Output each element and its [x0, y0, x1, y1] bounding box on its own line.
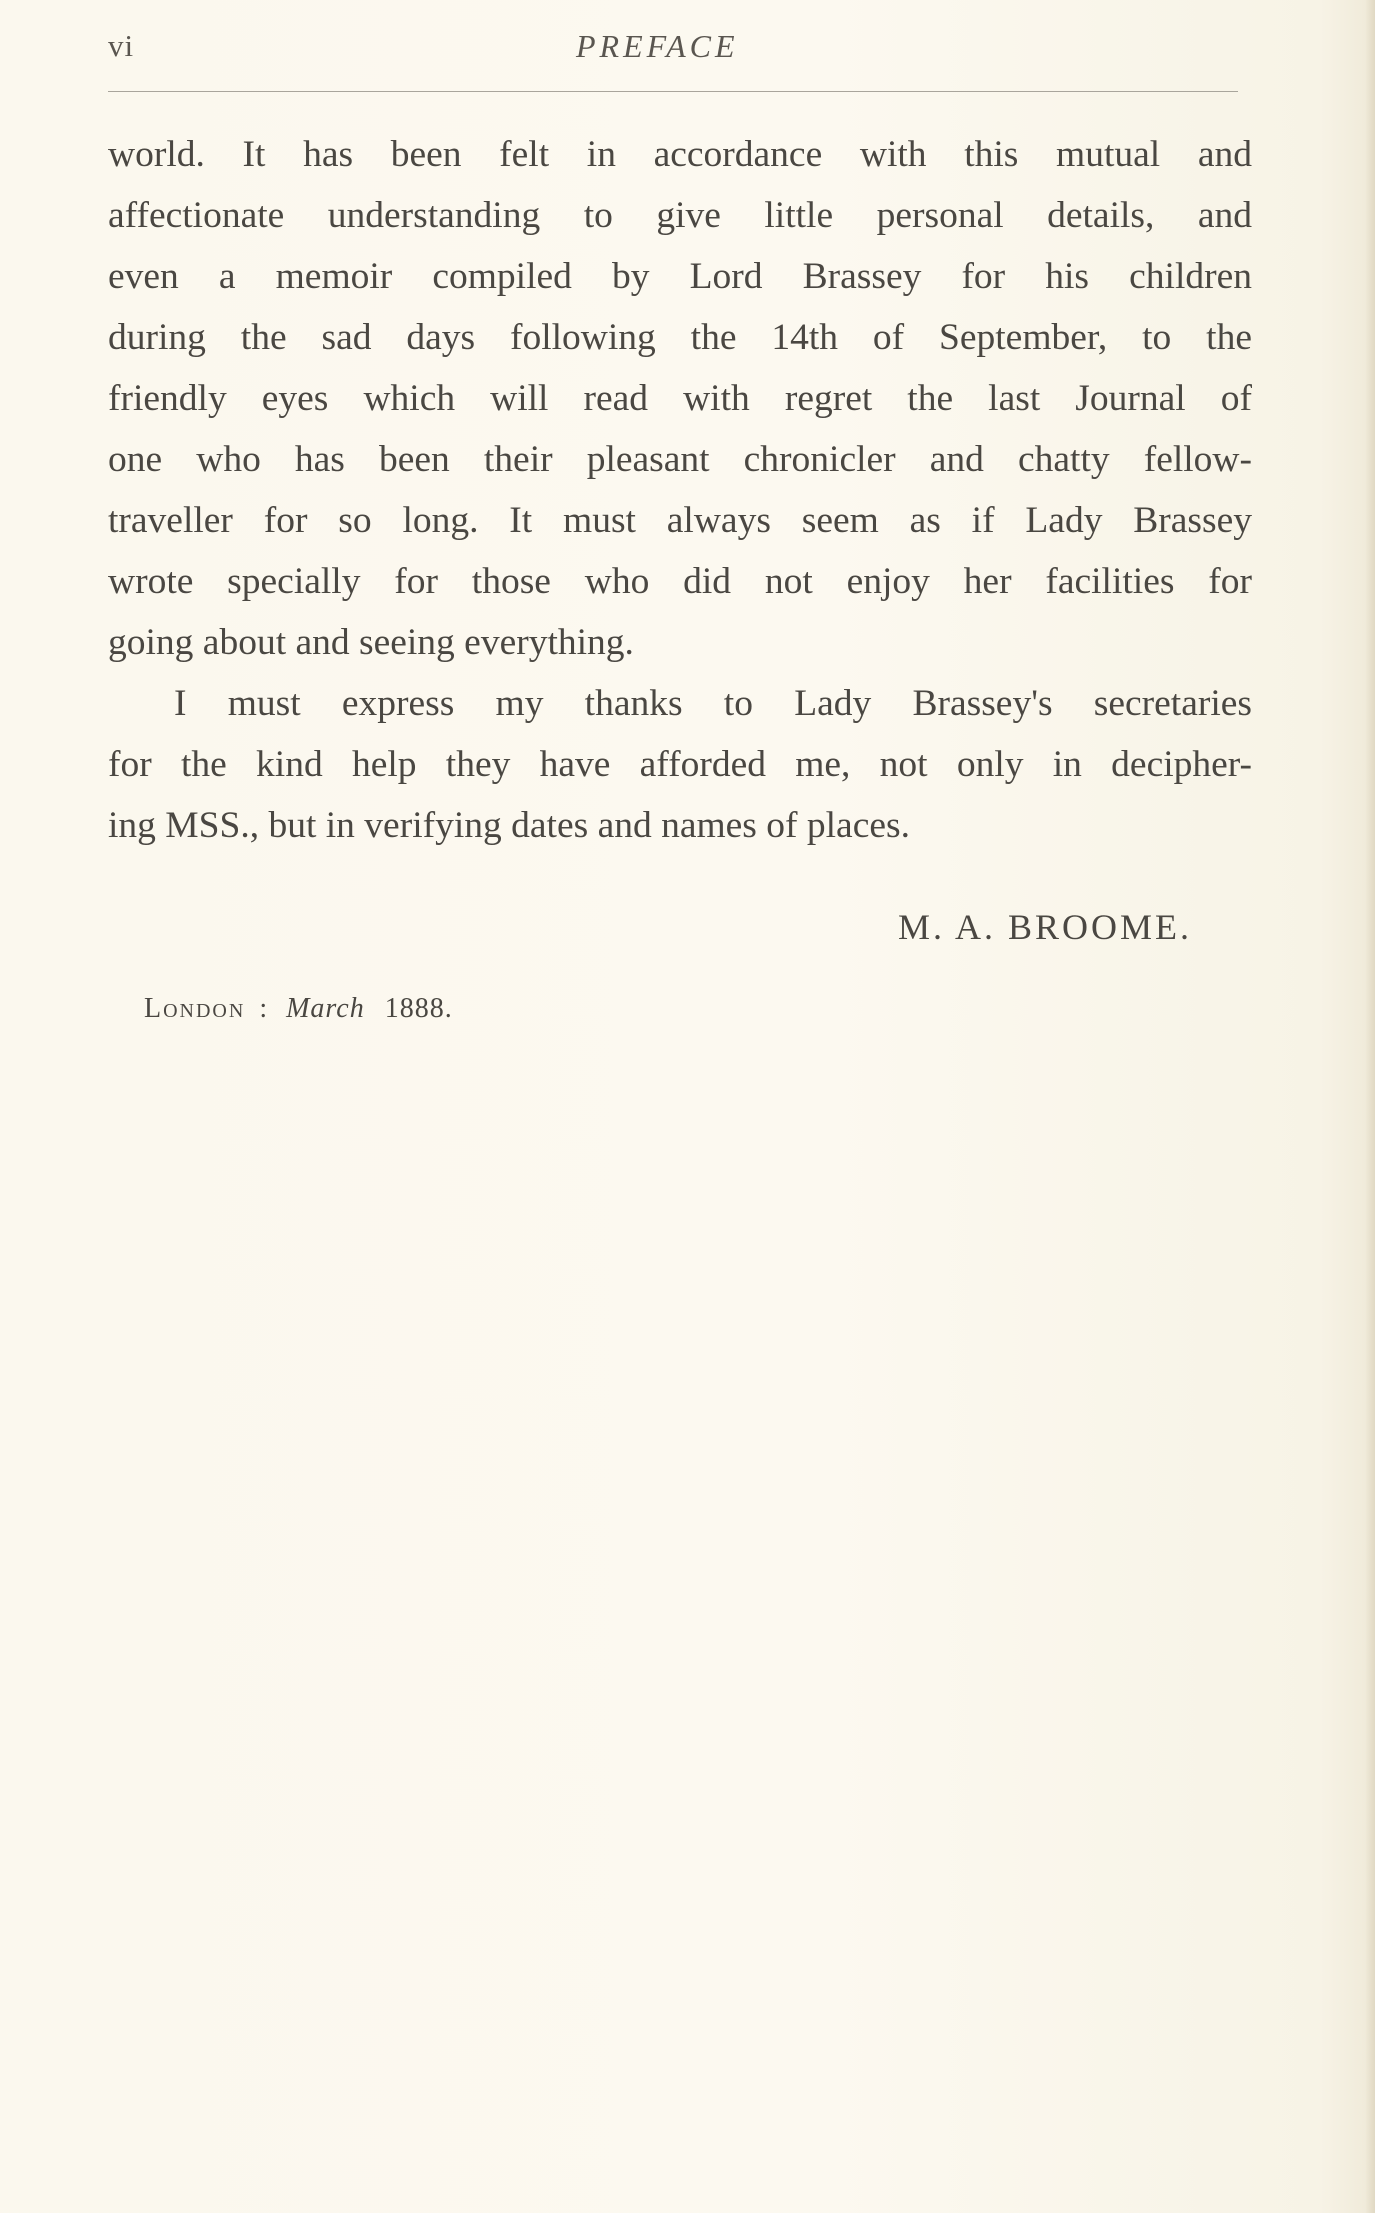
text-line: affectionate understanding to give little personal details, and: [108, 195, 1252, 236]
page-header: [108, 28, 1238, 68]
text-line: I must express my thanks to Lady Brassey's secretaries: [174, 683, 1252, 724]
running-head: PREFACE: [576, 28, 739, 64]
text-line: ing MSS., but in verifying dates and names of places.: [108, 805, 910, 846]
text-line: for the kind help they have afforded me, not only in decipher-: [108, 744, 1252, 785]
text-line: one who has been their pleasant chronicler and chatty fellow-: [108, 439, 1252, 480]
text-line: going about and seeing everything.: [108, 622, 634, 663]
page-number: vi: [108, 28, 135, 63]
header-rule: [108, 91, 1238, 92]
dateline-month: March: [286, 993, 365, 1024]
text-line: world. It has been felt in accordance with this mutual and: [108, 134, 1252, 175]
author-signature: M. A. BROOME.: [898, 907, 1193, 947]
dateline-city: London: [144, 993, 246, 1024]
dateline-separator: :: [259, 993, 269, 1024]
text-line: wrote specially for those who did not enjoy her facilities for: [108, 561, 1252, 602]
text-line: during the sad days following the 14th of September, to the: [108, 317, 1252, 358]
dateline-year: 1888.: [384, 993, 453, 1024]
page-edge: [1365, 0, 1375, 2213]
text-line: traveller for so long. It must always seem as if Lady Brassey: [108, 500, 1252, 541]
text-line: friendly eyes which will read with regret the last Journal of: [108, 378, 1252, 419]
text-line: even a memoir compiled by Lord Brassey for his children: [108, 256, 1252, 297]
dateline: [144, 993, 453, 1025]
body-text: [108, 124, 1252, 856]
